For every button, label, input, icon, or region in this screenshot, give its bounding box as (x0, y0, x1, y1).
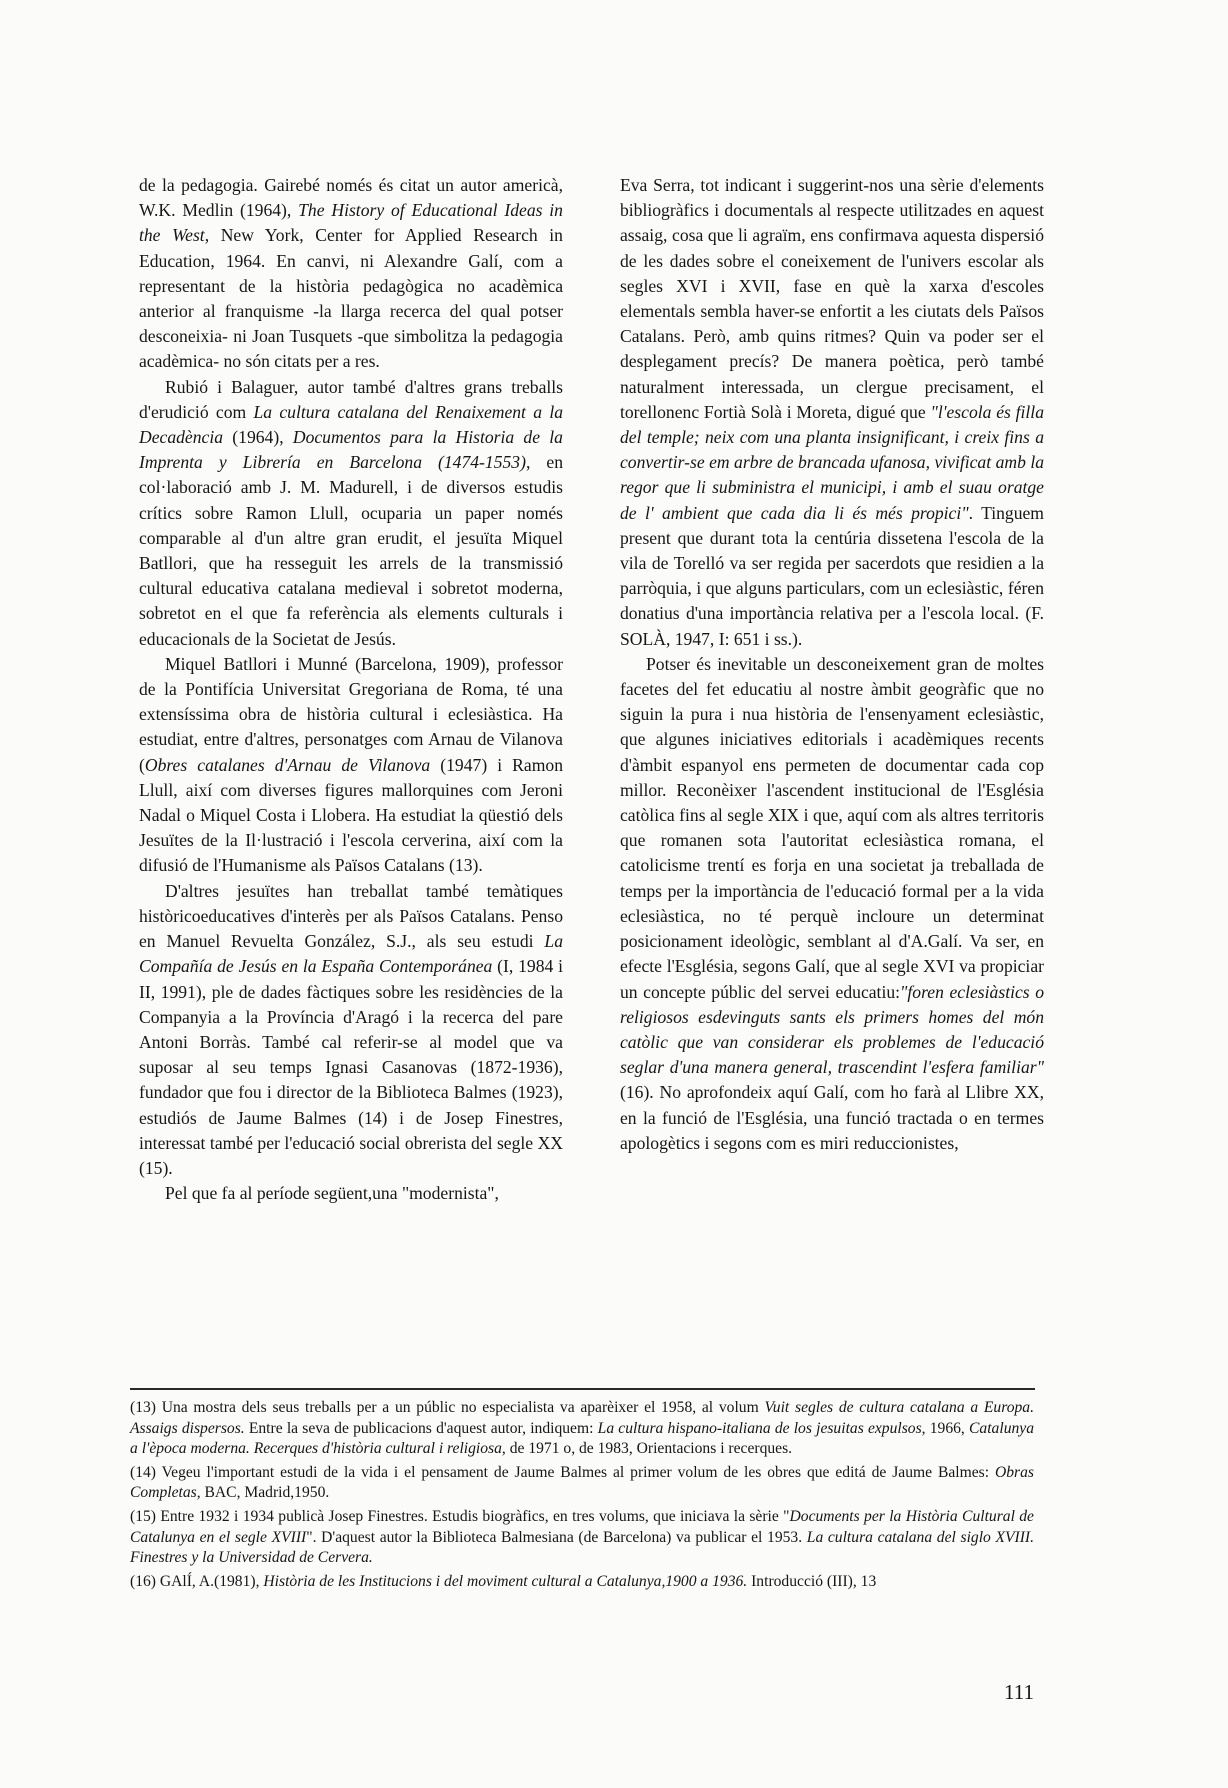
left-text-column (139, 173, 563, 1206)
paragraph: Eva Serra, tot indicant i suggerint-nos una sèrie d'elements bibliogràfics i documentals al respecte utilitzades en aquest assaig, cosa que li agraïm, ens confirmava aquesta dispersió de les dades sobre el coneixement de l'univers escolar als segles XVI i XVII, fase en què la xarxa d'escoles elementals sembla haver-se enfortit a les ciutats dels Països Catalans. Però, amb quins ritmes? Quin va poder ser el desplegament precís? De manera poètica, però també naturalment interessada, un clergue precisament, el torellonenc Fortià Solà i Moreta, digué que "l'escola és filla del temple; neix com una planta insignificant, i creix fins a convertir-se em arbre de brancada ufanosa, vivificat amb la regor que li subministra el municipi, i amb el suau oratge de l' ambient que cada dia li és més propici". Tinguem present que durant tota la centúria dissetena l'escola de la vila de Torelló va ser regida per sacerdots que residien a la parròquia, i que alguns particulars, com un eclesiàstic, féren donatius d'una importància relativa per a l'escola local. (F. SOLÀ, 1947, I: 651 i ss.). (620, 175, 1044, 649)
paragraph: Pel que fa al període següent,una "modernista", (165, 1183, 499, 1204)
paragraph: Miquel Batllori i Munné (Barcelona, 1909), professor de la Pontifícia Universitat Gregoriana de Roma, té una extensíssima obra de història cultural i eclesiàstica. Ha estudiat, entre d'altres, personatges com Arnau de Vilanova (Obres catalanes d'Arnau de Vilanova (1947) i Ramon Llull, així com diverses figures mallorquines com Jeroni Nadal o Miquel Costa i Llobera. Ha estudiat la qüestió dels Jesuïtes de la Il·lustració i l'escola cerverina, així com la difusió de l'Humanisme als Països Catalans (13). (139, 653, 563, 876)
right-text-column (620, 173, 1044, 1156)
paragraph: Rubió i Balaguer, autor també d'altres grans treballs d'erudició com La cultura catalana del Renaixement a la Decadència (1964), Documentos para la Historia de la Imprenta y Librería en Barcelona (1474-1553), en col·laboració amb J. M. Madurell, i de diversos estudis crítics sobre Ramon Llull, ocuparia un paper només comparable al d'un altre gran erudit, el jesuïta Miquel Batllori, que ha resseguit les arrels de la transmissió cultural educativa catalana medieval i sobretot moderna, sobretot en el que fa referència als elements culturals i educacionals de la Societat de Jesús. (139, 376, 564, 649)
footnote-15: (15) Entre 1932 i 1934 publicà Josep Finestres. Estudis biogràfics, en tres volums, que iniciava la sèrie "Documents per la Història Cultural de Catalunya en el segle XVIII". D'aquest autor la Biblioteca Balmesiana (de Barcelona) va publicar el 1953. La cultura catalana del siglo XVIII. Finestres y la Universidad de Cervera. (130, 1507, 1034, 1567)
footnote-14: (14) Vegeu l'important estudi de la vida i el pensament de Jaume Balmes al primer volum de les obres que editá de Jaume Balmes: Obras Completas, BAC, Madrid,1950. (130, 1463, 1034, 1502)
paragraph: Potser és inevitable un desconeixement gran de moltes facetes del fet educatiu al nostre àmbit geogràfic que no siguin la pura i nua història de l'ensenyament eclesiàstic, que algunes iniciatives editorials i acadèmiques recents d'àmbit espanyol ens permeten de documentar cada cop millor. Reconèixer l'ascendent institucional de l'Església catòlica fins al segle XIX i que, aquí com als altres territoris que romanen sota l'autoritat eclesiàstica romana, el catolicisme trentí es forja en una societat ja treballada de temps per la importància de l'educació formal per a la vida eclesiàstica, no té perquè incloure un determinat posicionament ideològic, semblant al d'A.Galí. Va ser, en efecte l'Església, segons Galí, que al segle XVI va propiciar un concepte públic del servei educatiu:"foren eclesiàstics o religiosos esdevinguts sants els primers homes del món catòlic que van considerar els problemes de l'educació seglar d'una manera general, trascendint l'esfera familiar" (16). No aprofondeix aquí Galí, com ho farà al Llibre XX, en la funció de l'Església, una funció tractada o en termes apologètics i segons com es miri reduccionistes, (620, 653, 1045, 1153)
paragraph: de la pedagogia. Gairebé només és citat un autor americà, W.K. Medlin (1964), The History of Educational Ideas in the West, New York, Center for Applied Research in Education, 1964. En canvi, ni Alexandre Galí, com a representant de la història pedagògica no acadèmica anterior al franquisme -la llarga recerca del qual potser desconeixia- ni Joan Tusquets -que simbolitza la pedagogia acadèmica- no són citats per a res. (139, 175, 563, 372)
footnotes (130, 1398, 1034, 1595)
footnote-16: (16) GAlÍ, A.(1981), Història de les Institucions i del moviment cultural a Catalunya,1900 a 1936. Introducció (III), 13 (130, 1572, 877, 1590)
footnote-13: (13) Una mostra dels seus treballs per a un públic no especialista va aparèixer el 1958, al volum Vuit segles de cultura catalana a Europa. Assaigs dispersos. Entre la seva de publicacions d'aquest autor, indiquem: La cultura hispano-italiana de los jesuitas expulsos, 1966, Catalunya a l'època moderna. Recerques d'història cultural i religiosa, de 1971 o, de 1983, Orientacions i recerques. (130, 1399, 1035, 1458)
paragraph: D'altres jesuïtes han treballat també temàtiques històricoeducatives d'interès per als Països Catalans. Penso en Manuel Revuelta González, S.J., als seu estudi La Compañía de Jesús en la España Contemporánea (I, 1984 i II, 1991), ple de dades fàctiques sobre les residències de la Companyia a la Província d'Aragó i la recerca del pare Antoni Borràs. També cal referir-se al model que va suposar al seu temps Ignasi Casanovas (1872-1936), fundador que fou i director de la Biblioteca Balmes (1923), estudiós de Jaume Balmes (14) i de Josep Finestres, interessat també per l'educació social obrerista del segle XX (15). (139, 880, 563, 1178)
page-number: 111 (1004, 1680, 1034, 1704)
footnote-divider (130, 1388, 1035, 1390)
